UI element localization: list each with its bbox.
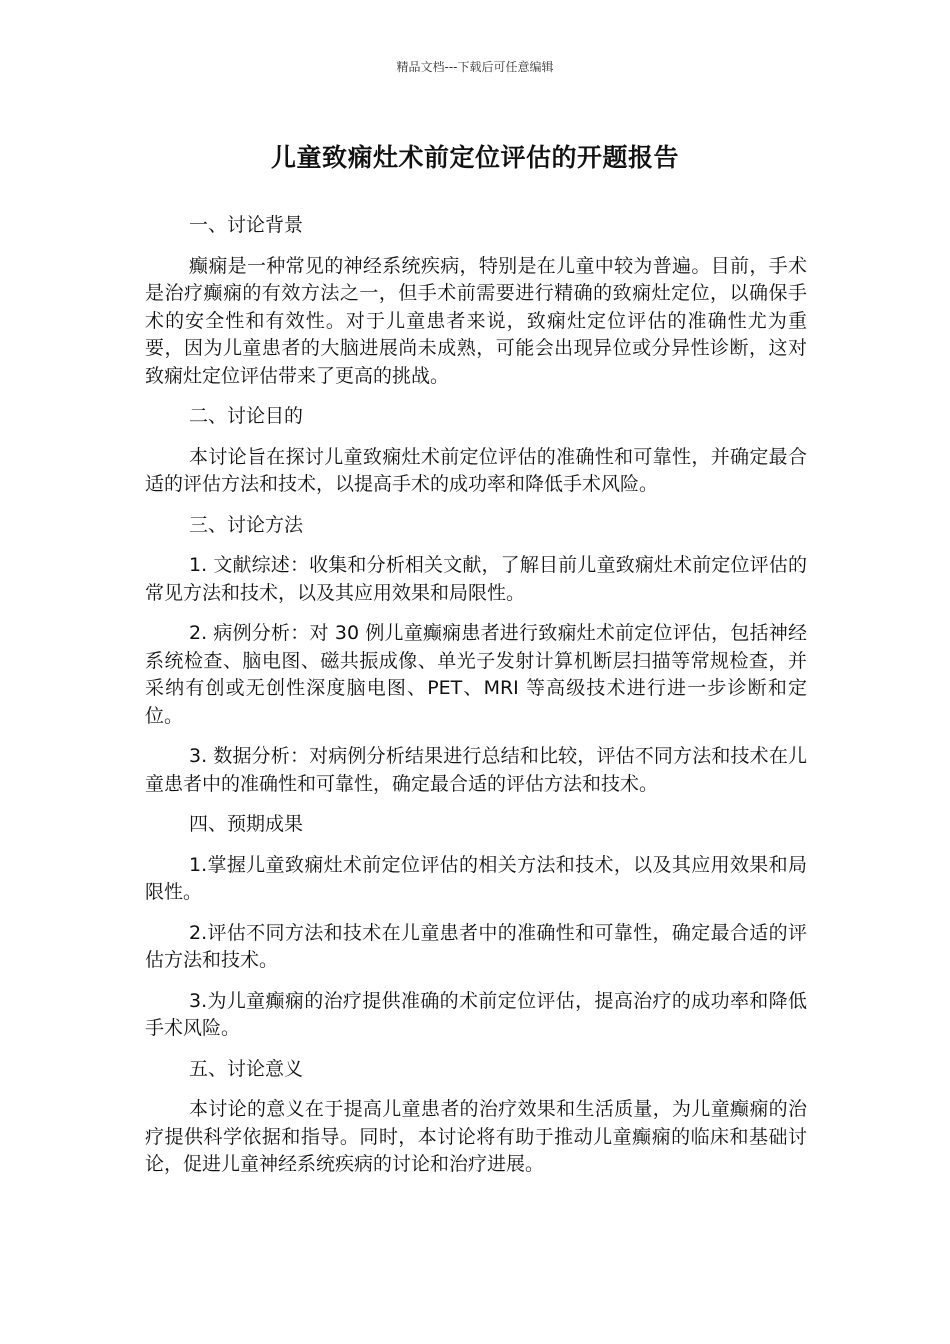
paragraph: 3.为儿童癫痫的治疗提供准确的术前定位评估，提高治疗的成功率和降低手术风险。 xyxy=(145,989,807,1039)
section-significance xyxy=(145,1056,807,1179)
document-title: 儿童致痫灶术前定位评估的开题报告 xyxy=(270,143,679,172)
paragraph: 癫痫是一种常见的神经系统疾病，特别是在儿童中较为普遍。目前，手术是治疗癫痫的有效方法之一，但手术前需要进行精确的致痫灶定位，以确保手术的安全性和有效性。对于儿童患者来说，致痫灶定位评估的准确性尤为重要，因为儿童患者的大脑进展尚未成熟，可能会出现异位或分异性诊断，这对致痫灶定位评估带来了更高的挑战。 xyxy=(145,254,807,387)
paragraph: 2. 病例分析：对 30 例儿童癫痫患者进行致痫灶术前定位评估，包括神经系统检查、脑电图、磁共振成像、单光子发射计算机断层扫描等常规检查，并采纳有创或无创性深度脑电图、PET、MRI 等高级技术进行进一步诊断和定位。 xyxy=(145,622,807,727)
paragraph: 本讨论的意义在于提高儿童患者的治疗效果和生活质量，为儿童癫痫的治疗提供科学依据和指导。同时，本讨论将有助于推动儿童癫痫的临床和基础讨论，促进儿童神经系统疾病的讨论和治疗进展。 xyxy=(145,1098,807,1175)
section-heading: 五、讨论意义 xyxy=(189,1057,304,1080)
document-body xyxy=(145,212,807,1192)
section-expected-results xyxy=(145,811,807,1043)
paragraph: 1.掌握儿童致痫灶术前定位评估的相关方法和技术，以及其应用效果和局限性。 xyxy=(145,853,807,903)
header-note: 精品文档---下载后可任意编辑 xyxy=(396,60,554,74)
paragraph: 2.评估不同方法和技术在儿童患者中的准确性和可靠性，确定最合适的评估方法和技术。 xyxy=(145,921,807,971)
section-heading: 三、讨论方法 xyxy=(189,513,304,536)
paragraph: 本讨论旨在探讨儿童致痫灶术前定位评估的准确性和可靠性，并确定最合适的评估方法和技术，以提高手术的成功率和降低手术风险。 xyxy=(145,445,807,495)
section-background xyxy=(145,212,807,390)
paragraph: 1. 文献综述：收集和分析相关文献，了解目前儿童致痫灶术前定位评估的常见方法和技术，以及其应用效果和局限性。 xyxy=(145,554,807,604)
section-heading: 二、讨论目的 xyxy=(189,405,304,427)
paragraph: 3. 数据分析：对病例分析结果进行总结和比较，评估不同方法和技术在儿童患者中的准确性和可靠性，确定最合适的评估方法和技术。 xyxy=(145,745,807,795)
section-heading: 一、讨论背景 xyxy=(189,214,304,236)
section-heading: 四、预期成果 xyxy=(189,813,304,835)
section-methods xyxy=(145,512,807,799)
section-purpose xyxy=(145,403,807,499)
